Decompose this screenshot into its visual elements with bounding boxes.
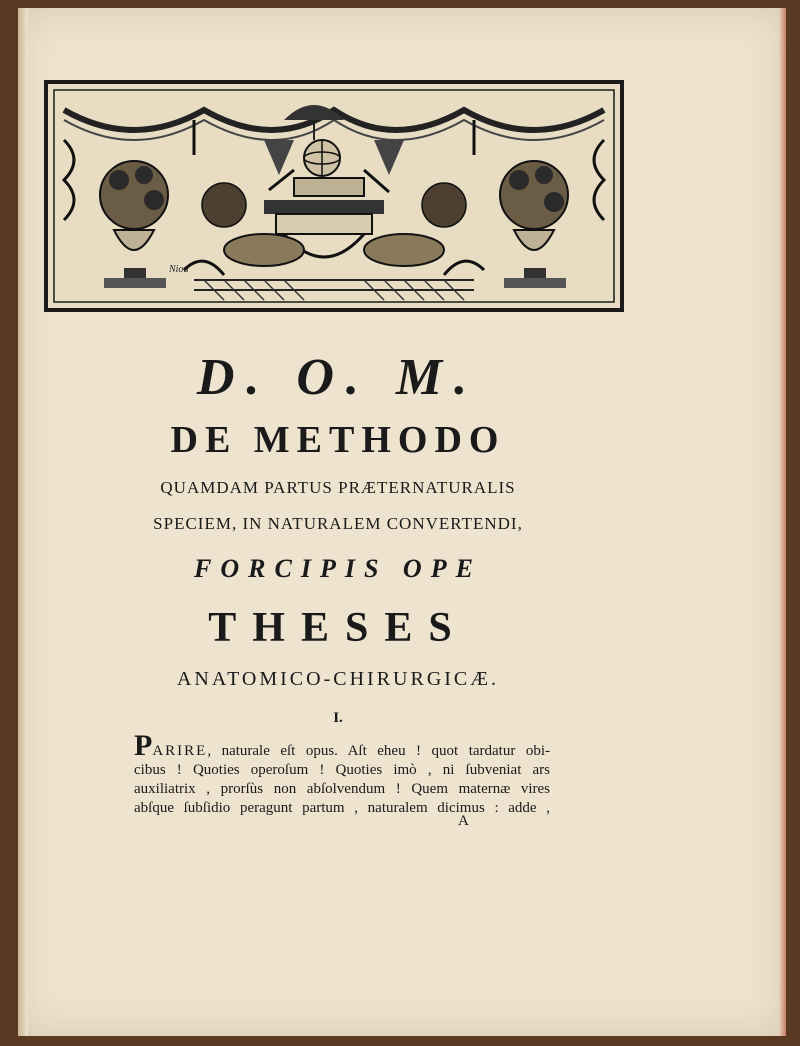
- paragraph-line: cibus ! Quoties operoſum ! Quoties imò , ni ſubveniat ars: [134, 762, 550, 778]
- main-title: DE METHODO: [170, 419, 506, 461]
- dom-heading: D. O. M.: [196, 349, 480, 406]
- paragraph-line: [134, 729, 550, 762]
- subtitle-line-2: SPECIEM, IN NATURALEM CONVERTENDI,: [153, 514, 523, 533]
- headpiece-ornament-icon: [44, 80, 624, 312]
- paragraph-line: abſque ſubſidio peragunt partum , naturalem dicimus : adde ,: [134, 800, 550, 816]
- forcipis-line: FORCIPIS OPE: [194, 554, 482, 583]
- line-text: , naturale eſt opus. Aſt eheu ! quot tardatur obi-: [207, 743, 550, 759]
- first-word: ARIRE: [152, 743, 208, 759]
- anatomico-heading: ANATOMICO-CHIRURGICÆ.: [176, 668, 500, 690]
- page-gutter: [18, 8, 28, 1036]
- section-number: I.: [333, 710, 343, 726]
- drop-cap: P: [134, 729, 153, 762]
- page-edge: [778, 8, 786, 1036]
- theses-heading: THESES: [208, 605, 468, 651]
- paragraph-line: auxiliatrix , prorſùs non abſolvendum ! Quem maternæ vires: [134, 781, 550, 797]
- subtitle-line-1: QUAMDAM PARTUS PRÆTERNATURALIS: [160, 478, 516, 497]
- signature-mark: A: [458, 813, 469, 829]
- book-page: [18, 8, 786, 1036]
- body-paragraph: [134, 729, 550, 818]
- engraver-signature: Niou: [169, 264, 189, 275]
